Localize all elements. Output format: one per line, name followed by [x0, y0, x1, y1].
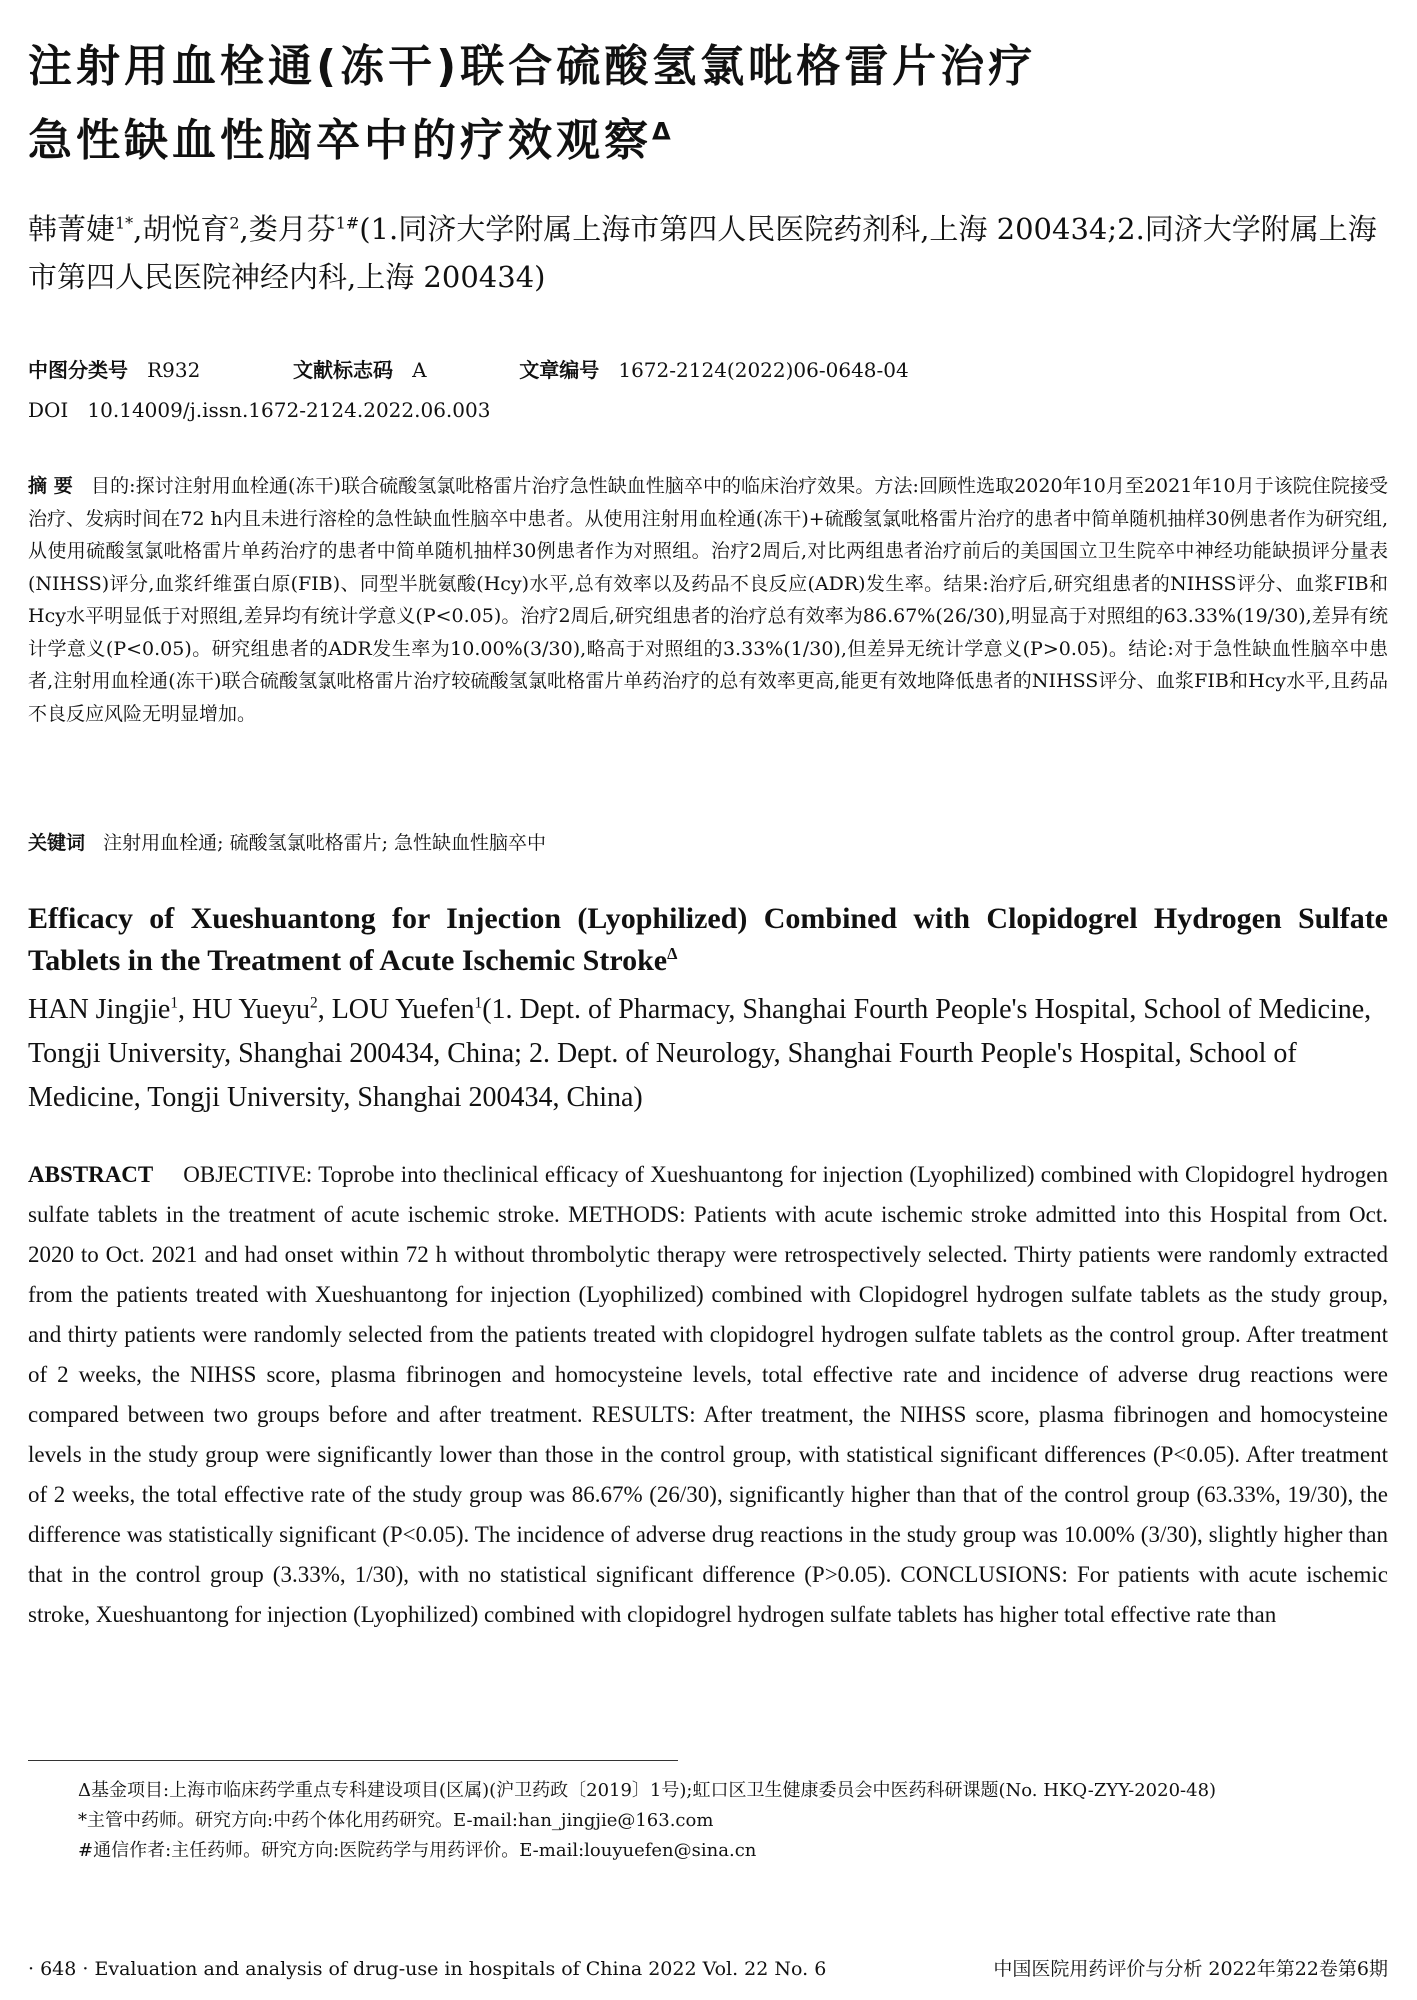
author-name-en: HU Yueyu — [192, 994, 310, 1025]
author-affiliation: (1.同济大学附属上海市第四人民医院药剂科,上海 200434;2.同济大学附属上海市第四人民医院神经内科,上海 200434) — [28, 212, 1377, 294]
abstract-cn — [28, 470, 1388, 730]
abstract-label: 摘 要 — [28, 475, 73, 497]
abstract-en — [28, 1155, 1388, 1755]
author-name: 胡悦育 — [142, 212, 230, 246]
author-name-en: LOU Yuefen — [331, 994, 475, 1025]
title-line-1: 注射用血栓通(冻干)联合硫酸氢氯吡格雷片治疗 — [28, 41, 1037, 92]
author-name: 娄月芬 — [248, 212, 336, 246]
author-list-en: HAN Jingjie$^1$, HU Yueyu$^2$, LOU Yuefen$^1$(1. Dept. of Pharmacy, Shanghai Fourth People's Hospital, School of Medicine, Tongji University, Shanghai 200434, China; 2. Dept. of Neurology, Shanghai Fourth People's Hospital, School of Medicine, Tongji University, Shanghai 200434, China) — [28, 994, 1372, 1113]
author-name-en: HAN Jingjie — [28, 994, 171, 1025]
abstract-en-text: OBJECTIVE: Toprobe into theclinical efficacy of Xueshuantong for injection (Lyophilized) combined with Clopidogrel hydrogen sulfate tablets in the treatment of acute ischemic stroke. METHODS: Patients with acute ischemic stroke admitted into this Hospital from Oct. 2020 to Oct. 2021 and had onset within 72 h without thrombolytic therapy were retrospectively selected. Thirty patients were randomly extracted from the patients treated with Xueshuantong for injection (Lyophilized) combined with Clopidogrel hydrogen sulfate tablets as the study group, and thirty patients were randomly selected from the patients treated with clopidogrel hydrogen sulfate tablets as the control group. After treatment of 2 weeks, the NIHSS score, plasma fibrinogen and homocysteine levels, total effective rate and incidence of adverse drug reactions were compared between two groups before and after treatment. RESULTS: After treatment, the NIHSS score, plasma fibrinogen and homocysteine levels in the study group were significantly lower than those in the control group, with statistical significant differences (P<0.05). After treatment of 2 weeks, the total effective rate of the study group was 86.67% (26/30), significantly higher than that of the control group (63.33%, 19/30), the difference was statistically significant (P<0.05). The incidence of adverse drug reactions in the study group was 10.00% (3/30), slightly higher than that in the control group (3.33%, 1/30), with no statistical significant difference (P>0.05). CONCLUSIONS: For patients with acute ischemic stroke, Xueshuantong for injection (Lyophilized) combined with clopidogrel hydrogen sulfate tablets has higher total effective rate than — [28, 1162, 1388, 1627]
footer-journal-en: · 648 · Evaluation and analysis of drug-use in hospitals of China 2022 Vol. 22 No. 6 — [28, 1958, 827, 1980]
footer-journal-cn: 中国医院用药评价与分析 2022年第22卷第6期 — [993, 1958, 1388, 1980]
author-affiliation-en: (1. Dept. of Pharmacy, Shanghai Fourth People's Hospital, School of Medicine, Tongji University, Shanghai 200434, China; 2. Dept. of Neurology, Shanghai Fourth People's Hospital, School of Medicine, Tongji University, Shanghai 200434, China) — [28, 994, 1372, 1113]
footnote-fund: Δ基金项目:上海市临床药学重点专科建设项目(区属)(沪卫药政〔2019〕1号);虹口区卫生健康委员会中医药科研课题(No. HKQ-ZYY-2020-48) — [78, 1780, 1217, 1801]
keywords-text: 注射用血栓通; 硫酸氢氯吡格雷片; 急性缺血性脑卒中 — [103, 832, 547, 854]
footnote-divider — [28, 1760, 678, 1761]
article-number: 1672-2124(2022)06-0648-04 — [618, 358, 909, 382]
footnote-first-author: *主管中药师。研究方向:中药个体化用药研究。E-mail:han_jingjie@163.com — [78, 1810, 714, 1831]
footnotes — [28, 1776, 1388, 1866]
page-footer — [28, 1955, 1388, 1983]
keywords-cn — [28, 827, 1388, 859]
title-fund-mark: Δ — [652, 117, 675, 146]
article-title-cn — [28, 30, 1388, 178]
document-code: A — [412, 358, 427, 382]
title-line-2: 急性缺血性脑卒中的疗效观察$^\Delta$ — [28, 115, 675, 166]
article-title-en: Efficacy of Xueshuantong for Injection (Lyophilized) Combined with Clopidogrel Hydrogen Sulfate Tablets in the Treatment of Acute Ischemic Stroke$^\Delta$ — [28, 902, 1388, 977]
title-en-fund-mark: Δ — [667, 944, 678, 963]
doi-value: 10.14009/j.issn.1672-2124.2022.06.003 — [87, 398, 491, 422]
abstract-text: 目的:探讨注射用血栓通(冻干)联合硫酸氢氯吡格雷片治疗急性缺血性脑卒中的临床治疗效果。方法:回顾性选取2020年10月至2021年10月于该院住院接受治疗、发病时间在72 h内且未进行溶栓的急性缺血性脑卒中患者。从使用注射用血栓通(冻干)+硫酸氢氯吡格雷片治疗的患者中简单随机抽样30例患者作为研究组,从使用硫酸氢氯吡格雷片单药治疗的患者中简单随机抽样30例患者作为对照组。治疗2周后,对比两组患者治疗前后的美国国立卫生院卒中神经功能缺损评分量表(NIHSS)评分,血浆纤维蛋白原(FIB)、同型半胱氨酸(Hcy)水平,总有效率以及药品不良反应(ADR)发生率。结果:治疗后,研究组患者的NIHSS评分、血浆FIB和Hcy水平明显低于对照组,差异均有统计学意义(P<0.05)。治疗2周后,研究组患者的治疗总有效率为86.67%(26/30),明显高于对照组的63.33%(19/30),差异有统计学意义(P<0.05)。研究组患者的ADR发生率为10.00%(3/30),略高于对照组的3.33%(1/30),但差异无统计学意义(P>0.05)。结论:对于急性缺血性脑卒中患者,注射用血栓通(冻干)联合硫酸氢氯吡格雷片治疗较硫酸氢氯吡格雷片单药治疗的总有效率更高,能更有效地降低患者的NIHSS评分、血浆FIB和Hcy水平,且药品不良反应风险无明显增加。 — [28, 475, 1388, 725]
keywords-label: 关键词 — [28, 832, 86, 854]
author-list-cn: 韩菁婕$^{1*}$,胡悦育$^2$,娄月芬$^{1\#}$(1.同济大学附属上海市第四人民医院药剂科,上海 200434;2.同济大学附属上海市第四人民医院神经内科,上海 200434) — [28, 212, 1377, 294]
footnote-corresponding: #通信作者:主任药师。研究方向:医院药学与用药评价。E-mail:louyuefen@sina.cn — [78, 1840, 757, 1861]
abstract-en-label: ABSTRACT — [28, 1162, 154, 1187]
author-name: 韩菁婕 — [28, 212, 116, 246]
doi-line: DOI 10.14009/j.issn.1672-2124.2022.06.003 — [28, 398, 491, 422]
classification-line: 中图分类号 R932 文献标志码 A 文章编号 1672-2124(2022)06-0648-04 — [28, 358, 909, 382]
clc-number: R932 — [147, 358, 201, 382]
